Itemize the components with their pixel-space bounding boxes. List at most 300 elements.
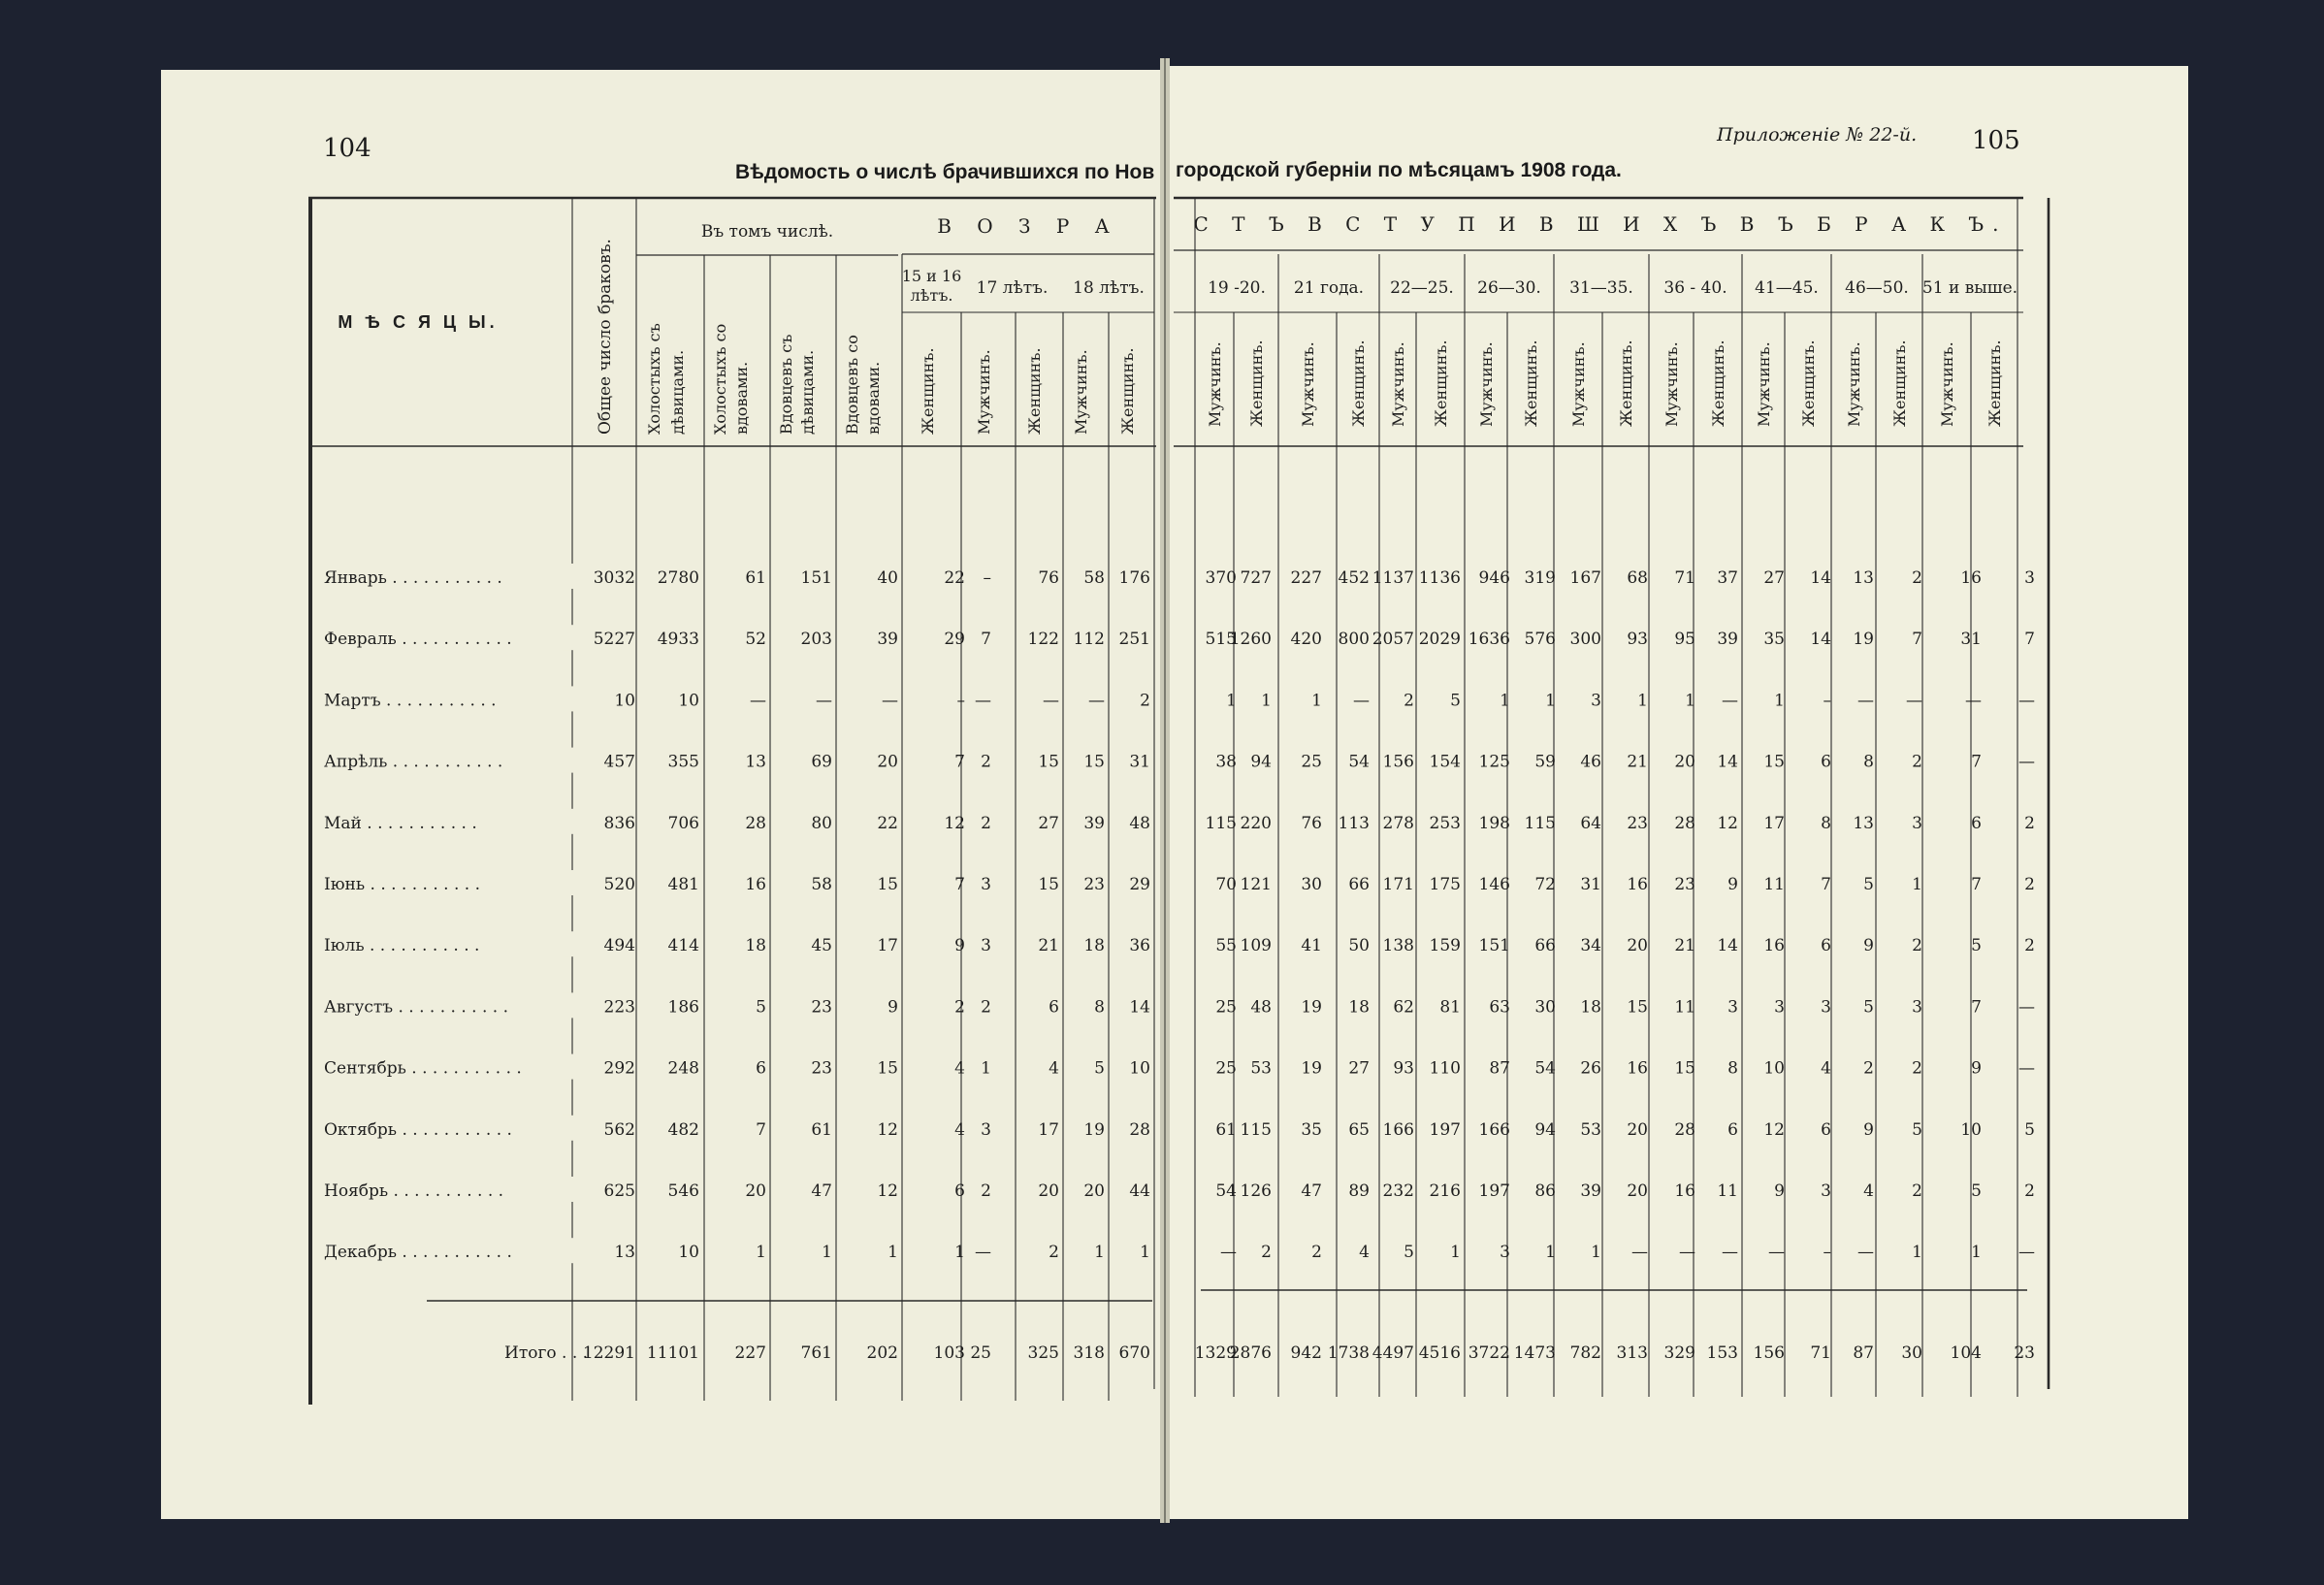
cell-value: 20 — [1038, 1181, 1059, 1201]
months-header: М Ѣ С Я Ц Ы. — [338, 312, 499, 332]
cell-value: 153 — [1706, 1343, 1738, 1363]
month-label: Февраль . . . . . . . . . . . — [324, 630, 512, 650]
cell-value: 54 — [1215, 1181, 1237, 1201]
month-label: Ноябрь . . . . . . . . . . . — [324, 1181, 504, 1201]
cell-value: — — [1679, 1243, 1695, 1263]
cell-value: 28 — [1129, 1119, 1150, 1140]
cell-value: 1 — [1450, 1243, 1461, 1263]
cell-value: 1 — [1140, 1243, 1150, 1263]
cell-value: 46 — [1580, 752, 1601, 772]
cell-value: 4 — [1821, 1058, 1831, 1079]
cell-value: 319 — [1524, 568, 1556, 588]
cell-value: 562 — [603, 1119, 635, 1140]
cell-value: 1 — [1545, 1243, 1556, 1263]
cell-value: 2 — [1912, 1058, 1922, 1079]
cell-value: 23 — [811, 1058, 832, 1079]
cell-value: 6 — [1821, 936, 1831, 956]
cell-value: 9 — [1863, 1119, 1874, 1140]
cell-value: 25 — [1215, 1058, 1237, 1079]
cell-value: 232 — [1382, 1181, 1414, 1201]
cell-value: 3 — [1912, 997, 1922, 1018]
cell-value: 16 — [745, 875, 766, 894]
subgroup-header: дѣвицами. — [798, 349, 817, 435]
cell-value: 576 — [1524, 630, 1556, 650]
title-left: Вѣдомость о числѣ брачившихся по Нов — [735, 161, 1155, 183]
cell-value: 40 — [877, 568, 898, 588]
cell-value: 70 — [1215, 875, 1237, 894]
cell-value: 35 — [1763, 630, 1785, 650]
cell-value: — — [2018, 752, 2035, 772]
cell-value: 7 — [1971, 875, 1982, 894]
cell-value: 10 — [678, 691, 699, 711]
cell-value: 19 — [1083, 1119, 1105, 1140]
cell-value: 3722 — [1468, 1343, 1510, 1363]
cell-value: 220 — [1240, 813, 1272, 833]
cell-value: 22 — [877, 813, 898, 833]
cell-value: 48 — [1250, 997, 1272, 1018]
cell-value: 481 — [667, 875, 699, 894]
page-number-left: 104 — [323, 134, 371, 163]
cell-value: — — [816, 691, 832, 711]
cell-value: 197 — [1429, 1119, 1461, 1140]
cell-value: 202 — [866, 1343, 898, 1363]
cell-value: 15 — [1083, 752, 1105, 772]
cell-value: 1137 — [1372, 568, 1414, 588]
cell-value: 6 — [1821, 1119, 1831, 1140]
cell-value: 47 — [811, 1181, 832, 1201]
subgroup-header: вдовами. — [732, 361, 751, 435]
cell-value: 13 — [1853, 568, 1874, 588]
cell-value: 836 — [603, 813, 635, 833]
cell-value: 30 — [1901, 1343, 1922, 1363]
sex-header: Мужчинъ. — [1072, 349, 1090, 435]
cell-value: 19 — [1301, 997, 1322, 1018]
cell-value: 26 — [1580, 1058, 1601, 1079]
age-group-header: лѣтъ. — [910, 286, 953, 305]
cell-value: 370 — [1205, 568, 1237, 588]
cell-value: 10 — [678, 1243, 699, 1263]
sex-header: Женщинъ. — [1025, 347, 1044, 435]
cell-value: 15 — [877, 1058, 898, 1079]
month-label: Декабрь . . . . . . . . . . . — [324, 1243, 512, 1263]
cell-value: 1136 — [1418, 568, 1461, 588]
sex-header: Женщинъ. — [919, 347, 937, 435]
cell-value: 1 — [1500, 691, 1510, 711]
cell-value: 248 — [667, 1058, 699, 1079]
age-group-header: 22—25. — [1390, 278, 1454, 298]
sex-header: Мужчинъ. — [1845, 341, 1863, 427]
cell-value: 706 — [667, 813, 699, 833]
month-label: Мартъ . . . . . . . . . . . — [324, 691, 497, 711]
cell-value: 2 — [1404, 691, 1414, 711]
cell-value: 2 — [981, 813, 991, 833]
cell-value: 4516 — [1418, 1343, 1461, 1363]
cell-value: 23 — [1083, 875, 1105, 894]
cell-value: 1 — [1774, 691, 1785, 711]
cell-value: 9 — [1863, 936, 1874, 956]
cell-value: 3 — [1821, 1181, 1831, 1201]
sex-header: Мужчинъ. — [1755, 341, 1773, 427]
cell-value: 61 — [745, 568, 766, 588]
cell-value: — — [1043, 691, 1059, 711]
cell-value: — — [1906, 691, 1922, 711]
cell-value: 17 — [1038, 1119, 1059, 1140]
cell-value: 6 — [954, 1181, 965, 1201]
cell-value: 482 — [667, 1119, 699, 1140]
cell-value: 2 — [981, 752, 991, 772]
cell-value: 20 — [1674, 752, 1695, 772]
cell-value: 1 — [981, 1058, 991, 1079]
cell-value: 5 — [1450, 691, 1461, 711]
cell-value: 12 — [944, 813, 965, 833]
cell-value: — — [1722, 1243, 1738, 1263]
cell-value: 2 — [1049, 1243, 1059, 1263]
cell-value: 10 — [1960, 1119, 1982, 1140]
subgroup-header: Холостыхъ со — [711, 323, 729, 435]
cell-value: 251 — [1118, 630, 1150, 650]
age-banner-right: С Т Ъ В С Т У П И В Ш И Х Ъ В Ъ Б Р А К Ъ. — [1193, 212, 2008, 236]
cell-value: 2029 — [1418, 630, 1461, 650]
cell-value: 3 — [981, 875, 991, 894]
cell-value: 2 — [1912, 752, 1922, 772]
cell-value: 2 — [1140, 691, 1150, 711]
cell-value: 20 — [1627, 1181, 1648, 1201]
cell-value: 1 — [1685, 691, 1695, 711]
cell-value: 16 — [1674, 1181, 1695, 1201]
cell-value: 292 — [603, 1058, 635, 1079]
cell-value: 110 — [1429, 1058, 1461, 1079]
cell-value: 2 — [1261, 1243, 1272, 1263]
cell-value: 20 — [745, 1181, 766, 1201]
cell-value: 109 — [1240, 936, 1272, 956]
cell-value: 25 — [970, 1343, 991, 1363]
cell-value: — — [975, 691, 991, 711]
cell-value: 6 — [1049, 997, 1059, 1018]
cell-value: 64 — [1580, 813, 1601, 833]
cell-value: 325 — [1027, 1343, 1059, 1363]
cell-value: 126 — [1240, 1181, 1272, 1201]
cell-value: — — [1768, 1243, 1785, 1263]
total-label: Итого . . . — [504, 1343, 589, 1363]
cell-value: 93 — [1393, 1058, 1414, 1079]
cell-value: 223 — [603, 997, 635, 1018]
cell-value: 8 — [1094, 997, 1105, 1018]
cell-value: 28 — [745, 813, 766, 833]
cell-value: 942 — [1290, 1343, 1322, 1363]
cell-value: 782 — [1569, 1343, 1601, 1363]
sex-header: Женщинъ. — [1799, 340, 1818, 427]
cell-value: 50 — [1348, 936, 1370, 956]
age-group-header: 21 года. — [1293, 278, 1365, 298]
cell-value: 1 — [1311, 691, 1322, 711]
cell-value: 27 — [1348, 1058, 1370, 1079]
cell-value: 1260 — [1229, 630, 1272, 650]
month-label: Августъ . . . . . . . . . . . — [324, 997, 508, 1018]
cell-value: 1 — [888, 1243, 898, 1263]
subgroup-header: Вдовцевъ со — [843, 335, 861, 435]
subgroup-header: дѣвицами. — [668, 349, 687, 435]
cell-value: 11 — [1674, 997, 1695, 1018]
sex-header: Женщинъ. — [1118, 347, 1137, 435]
sex-header: Женщинъ. — [1247, 340, 1266, 427]
cell-value: 93 — [1627, 630, 1648, 650]
cell-value: 800 — [1338, 630, 1370, 650]
cell-value: 15 — [1674, 1058, 1695, 1079]
cell-value: 227 — [1290, 568, 1322, 588]
cell-value: 3032 — [593, 568, 635, 588]
cell-value: 65 — [1348, 1119, 1370, 1140]
sex-header: Женщинъ. — [1890, 340, 1909, 427]
sex-header: Женщинъ. — [1709, 340, 1727, 427]
cell-value: 15 — [1038, 752, 1059, 772]
cell-value: 546 — [667, 1181, 699, 1201]
cell-value: 1738 — [1327, 1343, 1370, 1363]
cell-value: 8 — [1727, 1058, 1738, 1079]
cell-value: 68 — [1627, 568, 1648, 588]
cell-value: 1 — [1545, 691, 1556, 711]
cell-value: 1 — [1226, 691, 1237, 711]
cell-value: 156 — [1753, 1343, 1785, 1363]
cell-value: 2 — [1912, 568, 1922, 588]
cell-value: 1 — [1637, 691, 1648, 711]
cell-value: 23 — [811, 997, 832, 1018]
cell-value: 6 — [1971, 813, 1982, 833]
cell-value: 355 — [667, 752, 699, 772]
cell-value: 94 — [1534, 1119, 1556, 1140]
cell-value: 14 — [1129, 997, 1150, 1018]
cell-value: 457 — [603, 752, 635, 772]
cell-value: 121 — [1240, 875, 1272, 894]
cell-value: 10 — [1763, 1058, 1785, 1079]
sex-header: Женщинъ. — [1432, 340, 1450, 427]
cell-value: 5 — [2024, 1119, 2035, 1140]
age-group-header: 36 - 40. — [1663, 278, 1727, 298]
cell-value: 227 — [734, 1343, 766, 1363]
cell-value: — — [2018, 997, 2035, 1018]
cell-value: 3 — [2024, 568, 2035, 588]
cell-value: 318 — [1073, 1343, 1105, 1363]
cell-value: 5 — [1404, 1243, 1414, 1263]
cell-value: 197 — [1478, 1181, 1510, 1201]
right-page — [1164, 66, 2188, 1519]
cell-value: 31 — [1960, 630, 1982, 650]
sex-header: Женщинъ. — [1985, 340, 2004, 427]
cell-value: 54 — [1348, 752, 1370, 772]
cell-value: 1 — [954, 1243, 965, 1263]
cell-value: 159 — [1429, 936, 1461, 956]
cell-value: 4 — [1863, 1181, 1874, 1201]
cell-value: 727 — [1240, 568, 1272, 588]
cell-value: 2057 — [1372, 630, 1414, 650]
cell-value: 14 — [1810, 630, 1831, 650]
cell-value: 28 — [1674, 1119, 1695, 1140]
cell-value: 18 — [745, 936, 766, 956]
cell-value: 9 — [888, 997, 898, 1018]
cell-value: 94 — [1250, 752, 1272, 772]
cell-value: 14 — [1810, 568, 1831, 588]
cell-value: 7 — [2024, 630, 2035, 650]
cell-value: 154 — [1429, 752, 1461, 772]
cell-value: 1329 — [1194, 1343, 1237, 1363]
cell-value: – — [956, 691, 965, 711]
cell-value: 3 — [1591, 691, 1601, 711]
cell-value: 3 — [981, 1119, 991, 1140]
cell-value: 115 — [1524, 813, 1556, 833]
cell-value: 494 — [603, 936, 635, 956]
month-label: Iюль . . . . . . . . . . . — [324, 936, 480, 956]
age-group-header: 41—45. — [1755, 278, 1819, 298]
cell-value: 7 — [1971, 752, 1982, 772]
cell-value: 761 — [800, 1343, 832, 1363]
cell-value: 15 — [1763, 752, 1785, 772]
sex-header: Женщинъ. — [1617, 340, 1635, 427]
cell-value: 15 — [1627, 997, 1648, 1018]
cell-value: 313 — [1616, 1343, 1648, 1363]
cell-value: 1 — [822, 1243, 832, 1263]
cell-value: 87 — [1853, 1343, 1874, 1363]
cell-value: 55 — [1215, 936, 1237, 956]
cell-value: 28 — [1674, 813, 1695, 833]
cell-value: 9 — [1774, 1181, 1785, 1201]
age-group-header: 46—50. — [1845, 278, 1909, 298]
cell-value: 23 — [1627, 813, 1648, 833]
appendix-note: Приложенiе № 22-й. — [1717, 124, 1918, 146]
cell-value: — — [2018, 1058, 2035, 1079]
sex-header: Женщинъ. — [1349, 340, 1368, 427]
sex-header: Мужчинъ. — [1299, 341, 1317, 427]
cell-value: 27 — [1763, 568, 1785, 588]
cell-value: 300 — [1569, 630, 1601, 650]
cell-value: 7 — [1912, 630, 1922, 650]
cell-value: 1 — [1591, 1243, 1601, 1263]
cell-value: 59 — [1534, 752, 1556, 772]
cell-value: 4497 — [1372, 1343, 1414, 1363]
month-label: Апрѣль . . . . . . . . . . . — [324, 752, 503, 772]
cell-value: 81 — [1439, 997, 1461, 1018]
cell-value: 112 — [1073, 630, 1105, 650]
cell-value: 1 — [1971, 1243, 1982, 1263]
cell-value: — — [1220, 1243, 1237, 1263]
subgroup-header: Вдовцевъ съ — [777, 334, 795, 435]
title-right: городской губернiи по мѣсяцамъ 1908 года. — [1176, 159, 1622, 181]
cell-value: 1 — [756, 1243, 766, 1263]
cell-value: 20 — [1627, 1119, 1648, 1140]
cell-value: 2780 — [657, 568, 699, 588]
age-group-header: 19 -20. — [1208, 278, 1266, 298]
cell-value: 23 — [1674, 875, 1695, 894]
cell-value: 76 — [1038, 568, 1059, 588]
cell-value: 21 — [1038, 936, 1059, 956]
cell-value: 39 — [1717, 630, 1738, 650]
cell-value: 13 — [1853, 813, 1874, 833]
cell-value: 2 — [1863, 1058, 1874, 1079]
cell-value: 5 — [756, 997, 766, 1018]
cell-value: 3 — [1912, 813, 1922, 833]
month-label: Сентябрь . . . . . . . . . . . — [324, 1058, 522, 1079]
cell-value: 115 — [1240, 1119, 1272, 1140]
cell-value: 72 — [1534, 875, 1556, 894]
subgroup-header: вдовами. — [864, 361, 883, 435]
cell-value: 7 — [1821, 875, 1831, 894]
cell-value: 515 — [1205, 630, 1237, 650]
month-label: Май . . . . . . . . . . . — [324, 813, 477, 833]
cell-value: 167 — [1569, 568, 1601, 588]
cell-value: 5 — [1971, 936, 1982, 956]
cell-value: 253 — [1429, 813, 1461, 833]
cell-value: 5 — [1863, 875, 1874, 894]
cell-value: 30 — [1534, 997, 1556, 1018]
cell-value: — — [2018, 1243, 2035, 1263]
cell-value: 171 — [1382, 875, 1414, 894]
cell-value: 66 — [1348, 875, 1370, 894]
cell-value: 175 — [1429, 875, 1461, 894]
age-group-header: 26—30. — [1477, 278, 1541, 298]
cell-value: 95 — [1674, 630, 1695, 650]
cell-value: — — [975, 1243, 991, 1263]
cell-value: 9 — [1727, 875, 1738, 894]
cell-value: 16 — [1960, 568, 1982, 588]
cell-value: 31 — [1580, 875, 1601, 894]
cell-value: 39 — [1083, 813, 1105, 833]
sex-header: Мужчинъ. — [1206, 341, 1224, 427]
age-group-header: 17 лѣтъ. — [976, 278, 1049, 298]
cell-value: 16 — [1763, 936, 1785, 956]
month-label: Октябрь . . . . . . . . . . . — [324, 1119, 512, 1140]
in-number-header: Въ томъ числѣ. — [700, 222, 834, 242]
cell-value: 52 — [745, 630, 766, 650]
cell-value: 41 — [1301, 936, 1322, 956]
cell-value: 6 — [1727, 1119, 1738, 1140]
age-group-header: 51 и выше. — [1921, 278, 2018, 298]
cell-value: 6 — [756, 1058, 766, 1079]
cell-value: 3 — [1821, 997, 1831, 1018]
cell-value: 30 — [1301, 875, 1322, 894]
cell-value: 2876 — [1229, 1343, 1272, 1363]
cell-value: 1 — [1094, 1243, 1105, 1263]
cell-value: 11 — [1717, 1181, 1738, 1201]
cell-value: – — [983, 568, 991, 588]
cell-value: 138 — [1382, 936, 1414, 956]
age-group-header: 15 и 16 — [901, 267, 962, 285]
cell-value: 7 — [756, 1119, 766, 1140]
cell-value: 58 — [811, 875, 832, 894]
cell-value: 76 — [1301, 813, 1322, 833]
cell-value: 22 — [944, 568, 965, 588]
cell-value: 54 — [1534, 1058, 1556, 1079]
cell-value: 166 — [1478, 1119, 1510, 1140]
cell-value: 203 — [800, 630, 832, 650]
cell-value: 21 — [1674, 936, 1695, 956]
cell-value: 39 — [877, 630, 898, 650]
cell-value: 3 — [1774, 997, 1785, 1018]
cell-value: 20 — [1083, 1181, 1105, 1201]
cell-value: 7 — [981, 630, 991, 650]
cell-value: — — [2018, 691, 2035, 711]
cell-value: 17 — [877, 936, 898, 956]
cell-value: — — [1631, 1243, 1648, 1263]
cell-value: 2 — [981, 1181, 991, 1201]
cell-value: 61 — [1215, 1119, 1237, 1140]
subgroup-header: Холостыхъ съ — [645, 323, 663, 435]
sex-header: Мужчинъ. — [975, 349, 993, 435]
cell-value: 37 — [1717, 568, 1738, 588]
cell-value: 17 — [1763, 813, 1785, 833]
cell-value: — — [1353, 691, 1370, 711]
cell-value: 2 — [1912, 936, 1922, 956]
cell-value: 9 — [954, 936, 965, 956]
cell-value: 8 — [1863, 752, 1874, 772]
cell-value: 4933 — [657, 630, 699, 650]
